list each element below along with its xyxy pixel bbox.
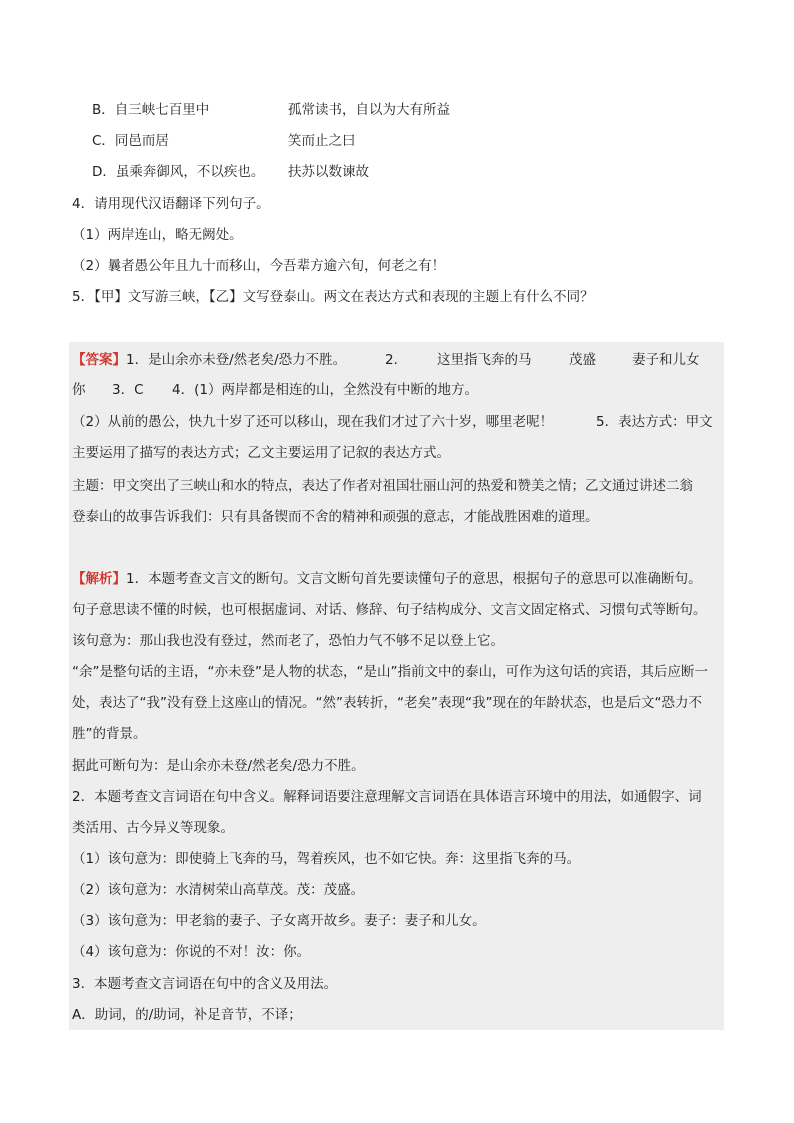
analysis-line-4: “余”是整句话的主语，“亦未登”是人物的状态，“是山”指前文中的泰山，可作为这句话的宾语，其后应断一 xyxy=(72,664,708,680)
analysis-label: 【解析】 xyxy=(72,571,126,587)
question-4-sentence-1: （1）两岸连山，略无阙处。 xyxy=(72,227,243,243)
answer-2-3: 妻子和儿女 xyxy=(632,352,700,368)
answer-1: 1．是山余亦未登/然老矣/恐力不胜。 xyxy=(126,352,347,368)
answer-4-2: （2）从前的愚公，快九十岁了还可以移山，现在我们才过了六十岁，哪里老呢！ xyxy=(72,414,554,430)
option-d-left: D．虽乘奔御风，不以疾也。 xyxy=(92,164,265,180)
answer-5-cont: 主要运用了描写的表达方式；乙文主要运用了记叙的表达方式。 xyxy=(72,445,450,461)
option-c-left: C．同邑而居 xyxy=(92,133,169,149)
answer-2-number: 2． xyxy=(385,352,408,368)
answer-5-theme-1: 主题：甲文突出了三峡山和水的特点，表达了作者对祖国壮丽山河的热爱和赞美之情；乙文通过讲述二翁 xyxy=(72,478,693,494)
analysis-line-14: 3．本题考查文言词语在句中的含义及用法。 xyxy=(72,976,338,992)
question-4-sentence-2: （2）曩者愚公年且九十而移山，今吾辈方逾六旬，何老之有！ xyxy=(72,258,446,274)
answer-2-4: 你 xyxy=(72,382,86,398)
analysis-line-1 xyxy=(72,569,702,589)
analysis-text-1: 1．本题考查文言文的断句。文言文断句首先要读懂句子的意思，根据句子的意思可以准确断句。 xyxy=(126,571,702,587)
analysis-line-15: A．助词，的/助词，补足音节，不译； xyxy=(72,1007,302,1023)
answer-label: 【答案】 xyxy=(72,352,126,368)
analysis-line-3: 该句意为：那山我也没有登过，然而老了，恐怕力气不够不足以登上它。 xyxy=(72,633,504,649)
option-b-left: B．自三峡七百里中 xyxy=(92,102,210,118)
analysis-line-13: （4）该句意为：你说的不对！汝：你。 xyxy=(72,944,311,960)
answer-3: 3．C xyxy=(112,382,144,398)
analysis-line-12: （3）该句意为：甲老翁的妻子、子女离开故乡。妻子：妻子和儿女。 xyxy=(72,913,486,929)
analysis-line-2: 句子意思读不懂的时候，也可根据虚词、对话、修辞、句子结构成分、文言文固定格式、习惯句式等断句。 xyxy=(72,602,707,618)
answer-5-theme-2: 登泰山的故事告诉我们：只有具备锲而不舍的精神和顽强的意志，才能战胜困难的道理。 xyxy=(72,509,599,525)
analysis-line-9: 类活用、古今异义等现象。 xyxy=(72,820,234,836)
answer-2-2: 茂盛 xyxy=(569,352,596,368)
option-d-right: 扶苏以数谏故 xyxy=(288,164,369,180)
analysis-line-7: 据此可断句为：是山余亦未登/然老矣/恐力不胜。 xyxy=(72,758,365,774)
analysis-line-11: （2）该句意为：水清树荣山高草茂。茂：茂盛。 xyxy=(72,882,365,898)
answer-4-1: 4．(1）两岸都是相连的山，全然没有中断的地方。 xyxy=(172,382,478,398)
analysis-line-8: 2．本题考查文言词语在句中含义。解释词语要注意理解文言词语在具体语言环境中的用法，如通假字、词 xyxy=(72,789,702,805)
answer-2-1: 这里指飞奔的马 xyxy=(437,352,532,368)
answer-5-start: 5．表达方式：甲文 xyxy=(596,414,713,430)
answer-line-1 xyxy=(72,350,346,370)
analysis-line-10: （1）该句意为：即使骑上飞奔的马，驾着疾风，也不如它快。奔：这里指飞奔的马。 xyxy=(72,851,581,867)
analysis-line-6: 胜”的背景。 xyxy=(72,726,147,742)
option-c-right: 笑而止之曰 xyxy=(288,133,356,149)
question-5: 5．【甲】文写游三峡，【乙】文写登泰山。两文在表达方式和表现的主题上有什么不同？ xyxy=(72,289,594,305)
option-b-right: 孤常读书，自以为大有所益 xyxy=(288,102,450,118)
analysis-line-5: 处，表达了“我”没有登上这座山的情况。“然”表转折，“老矣”表现“我”现在的年龄状态，也是后文“恐力不 xyxy=(72,695,702,711)
question-4-title: 4．请用现代汉语翻译下列句子。 xyxy=(72,196,270,212)
